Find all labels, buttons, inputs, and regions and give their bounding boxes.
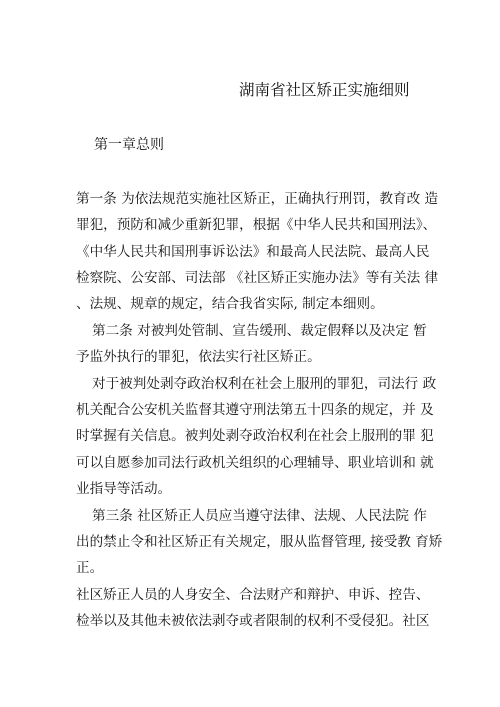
- text-line: 第三条 社区矫正人员应当遵守法律、法规、人民法院 作: [92, 508, 427, 524]
- text-line: 机关配合公安机关监督其遵守刑法第五十四条的规定，并 及: [76, 402, 434, 418]
- text-line: 可以自愿参加司法行政机关组织的心理辅导、职业培训和 就: [76, 455, 434, 471]
- chapter-heading: 第一章总则: [94, 137, 164, 153]
- text-line: 《中华人民共和国刑事诉讼法》和最高人民法院、最高人民: [76, 244, 430, 260]
- text-line: 业指导等活动。: [76, 481, 172, 497]
- text-line: 对于被判处剥夺政治权利在社会上服刑的罪犯，司法行 政: [92, 376, 437, 392]
- text-line: 检举以及其他未被依法剥夺或者限制的权利不受侵犯。社区: [76, 613, 430, 629]
- text-line: 出的禁止令和社区矫正有关规定，服从监督管理, 接受教 育矫: [76, 534, 443, 550]
- text-line: 、法规、规章的规定，结合我省实际, 制定本细则。: [76, 296, 384, 312]
- text-line: 社区矫正人员的人身安全、合法财产和辩护、申诉、控告、: [76, 587, 430, 603]
- text-line: 第一条 为依法规范实施社区矫正，正确执行刑罚，教育改 造: [76, 191, 439, 207]
- text-line: 检察院、公安部、司法部 《社区矫正实施办法》等有关法 律: [76, 270, 439, 286]
- text-line: 罪犯，预防和减少重新犯罪，根据《中华人民共和国刑法》、: [76, 217, 437, 233]
- text-line: 正。: [76, 560, 104, 576]
- text-line: 予监外执行的罪犯，依法实行社区矫正。: [76, 349, 321, 365]
- text-line: 第二条 对被判处管制、宣告缓刑、裁定假释以及决定 暂: [92, 323, 427, 339]
- text-line: 时掌握有关信息。被判处剥夺政治权利在社会上服刑的罪 犯: [76, 428, 434, 444]
- document-title: 湖南省社区矫正实施细则: [239, 81, 410, 99]
